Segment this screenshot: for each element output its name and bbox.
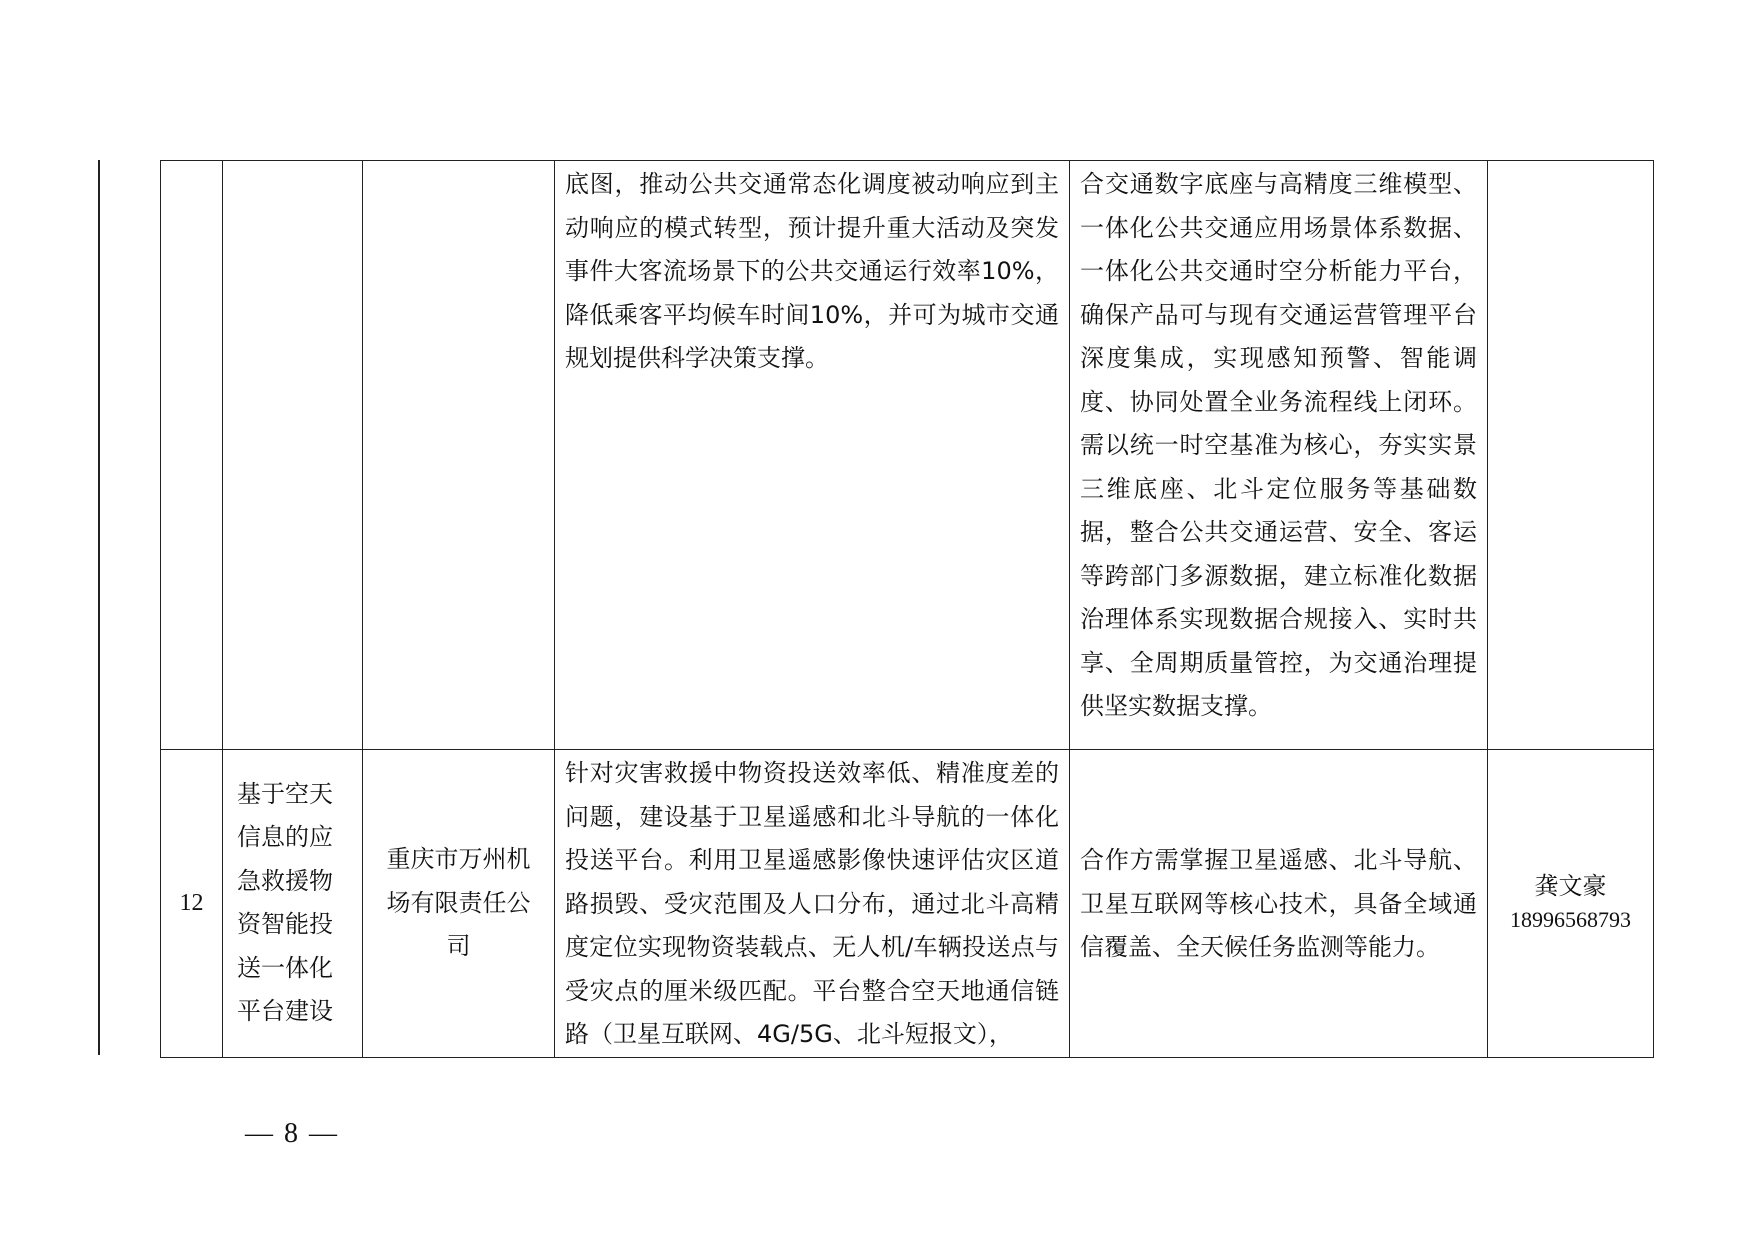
organization-name: 重庆市万州机场有限责任公司 <box>386 845 531 960</box>
project-name-cell <box>223 161 363 750</box>
contact-phone: 18996568793 <box>1510 907 1631 933</box>
project-name-cell <box>223 750 363 1058</box>
table-row <box>161 161 1654 750</box>
project-description: 针对灾害救援中物资投送效率低、精准度差的问题，建设基于卫星遥感和北斗导航的一体化投送平台。利用卫星遥感影像快速评估灾区道路损毁、受灾范围及人口分布，通过北斗高精度定位实现物资装载点、无人机/车辆投送点与受灾点的厘米级匹配。平台整合空天地通信链路（卫星互联网、4G/5G、北斗短报文）， <box>565 759 1059 1048</box>
requirements-cell <box>1070 750 1488 1058</box>
project-name: 基于空天信息的应急救援物资智能投送一体化平台建设 <box>237 779 333 1026</box>
row-number-cell <box>161 161 223 750</box>
partner-requirements: 合交通数字底座与高精度三维模型、一体化公共交通应用场景体系数据、一体化公共交通时空分析能力平台，确保产品可与现有交通运营管理平台深度集成，实现感知预警、智能调度、协同处置全业务流程线上闭环。需以统一时空基准为核心，夯实实景三维底座、北斗定位服务等基础数据，整合公共交通运营、安全、客运等跨部门多源数据，建立标准化数据治理体系实现数据合规接入、实时共享、全周期质量管控，为交通治理提供坚实数据支撑。 <box>1080 170 1477 720</box>
organization-cell <box>363 750 555 1058</box>
partner-requirements: 合作方需掌握卫星遥感、北斗导航、卫星互联网等核心技术，具备全域通信覆盖、全天候任务监测等能力。 <box>1080 846 1477 961</box>
contact-cell <box>1488 161 1654 750</box>
description-cell <box>555 750 1070 1058</box>
page-number: — 8 — <box>245 1118 339 1149</box>
requirements-cell <box>1070 161 1488 750</box>
contact-name: 龚文豪 <box>1534 872 1607 901</box>
table-row <box>161 750 1654 1058</box>
left-margin-line <box>98 160 100 1055</box>
project-description: 底图，推动公共交通常态化调度被动响应到主动响应的模式转型，预计提升重大活动及突发事件大客流场景下的公共交通运行效率10%，降低乘客平均候车时间10%，并可为城市交通规划提供科学决策支撑。 <box>565 170 1059 372</box>
row-number-cell: 12 <box>161 750 223 1058</box>
organization-cell <box>363 161 555 750</box>
contact-cell <box>1488 750 1654 1058</box>
project-table <box>160 160 1654 1058</box>
description-cell <box>555 161 1070 750</box>
